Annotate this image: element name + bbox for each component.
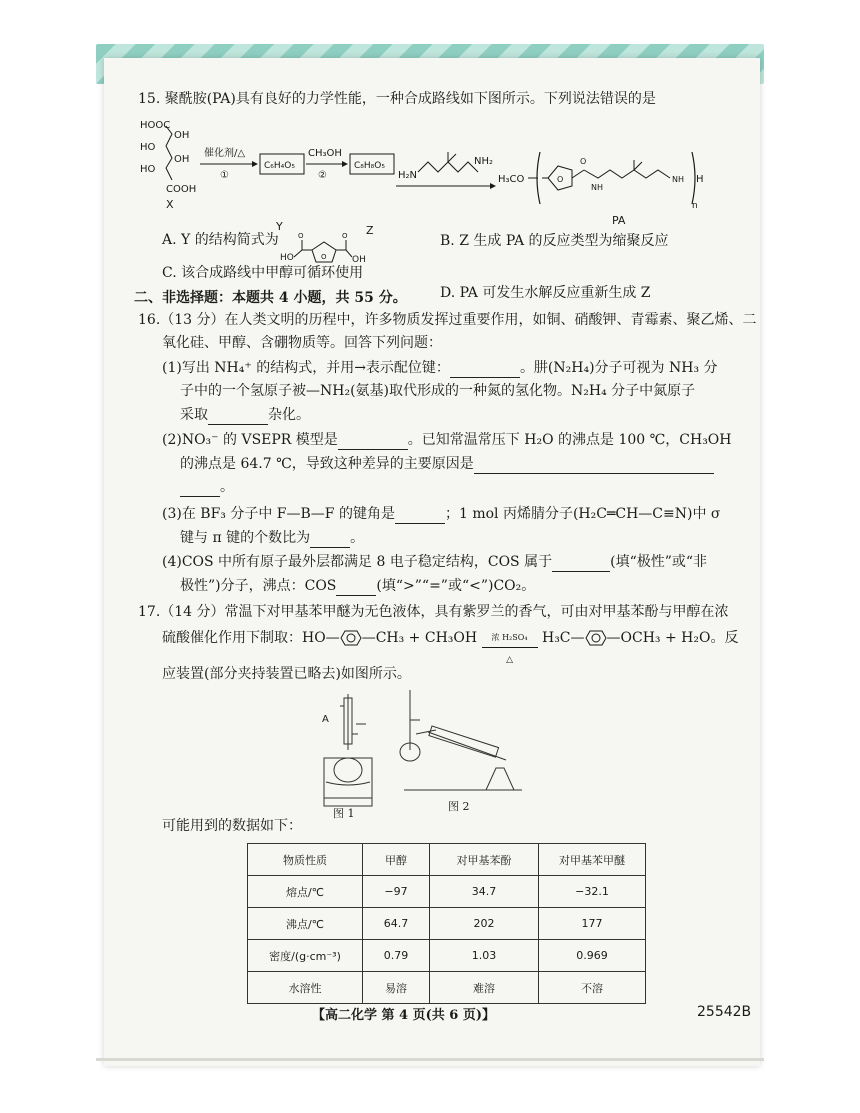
figure-1-reflux-apparatus <box>318 694 378 814</box>
pa-subscript-n: n <box>692 201 698 211</box>
svg-text:O: O <box>580 157 587 166</box>
q15-stem: 15. 聚酰胺(PA)具有良好的力学性能，一种合成路线如下图所示。下列说法错误的是 <box>138 91 656 107</box>
table-cell: 不溶 <box>539 972 646 1004</box>
exam-code: 25542B <box>697 1004 752 1020</box>
table-cell: 水溶性 <box>248 972 363 1004</box>
q15-option-d: D. PA 可发生水解反应重新生成 Z <box>440 285 651 301</box>
q15-option-b: B. Z 生成 PA 的反应类型为缩聚反应 <box>440 233 669 249</box>
table-header: 甲醇 <box>363 844 430 876</box>
svg-text:OH: OH <box>352 255 366 265</box>
answer-blank-4[interactable] <box>474 453 714 474</box>
svg-text:O: O <box>321 253 327 261</box>
step2-reagent: CH₃OH <box>308 148 342 159</box>
svg-text:O: O <box>298 232 304 240</box>
table-cell: 沸点/℃ <box>248 908 363 940</box>
q16-line-8: 。 <box>180 476 234 497</box>
table-header: 物质性质 <box>248 844 363 876</box>
x-group-1: HOOC <box>140 120 171 131</box>
q15-option-a: A. Y 的结构简式为 <box>162 232 279 248</box>
q15-synthesis-scheme <box>136 112 726 242</box>
answer-blank-7[interactable] <box>552 551 610 572</box>
q17-data-intro: 可能用到的数据如下： <box>162 818 302 834</box>
q15-option-c: C. 该合成路线中甲醇可循环使用 <box>162 265 364 281</box>
diamine-right: NH₂ <box>474 156 494 167</box>
x-group-6: COOH <box>166 184 197 195</box>
q16-line-1: 16.（13 分）在人类文明的历程中，许多物质发挥过重要作用，如铜、硝酸钾、青霉素、聚乙烯、二 <box>138 312 757 328</box>
q16-line-5: 采取 杂化。 <box>180 404 310 425</box>
svg-text:HO: HO <box>280 253 294 263</box>
table-cell: 34.7 <box>430 876 539 908</box>
step1-reagent: 催化剂/△ <box>204 148 246 159</box>
y-formula-box: C₆H₄O₅ <box>264 161 295 171</box>
q17-reaction-equation: 硫酸催化作用下制取：HO— —CH₃ + CH₃OH 浓 H₂SO₄ △ H₃C— —OCH₃ + H₂O。反 <box>162 630 739 665</box>
q16-line-9: (3)在 BF₃ 分子中 F—B—F 的键角是 ；1 mol 丙烯腈分子(H₂C═CH—C≡N)中 σ <box>162 503 720 524</box>
svg-text:NH: NH <box>672 175 684 184</box>
x-group-5: OH <box>174 154 190 165</box>
table-row <box>248 972 646 1004</box>
pa-label: PA <box>612 214 626 227</box>
figure-2-distillation-apparatus <box>396 690 526 800</box>
table-row <box>248 908 646 940</box>
table-cell: 难溶 <box>430 972 539 1004</box>
q16-line-11: (4)COS 中所有原子最外层都满足 8 电子稳定结构，COS 属于 (填“极性”或“非 <box>162 551 707 572</box>
table-cell: −32.1 <box>539 876 646 908</box>
step2-num: ② <box>318 170 327 181</box>
benzene-ring-icon <box>340 630 362 646</box>
table-header: 对甲基苯酚 <box>430 844 539 876</box>
x-group-2: HO <box>140 142 156 153</box>
pa-end-right: H <box>696 174 704 185</box>
y-label: Y <box>276 220 283 233</box>
answer-blank-3[interactable] <box>338 429 408 450</box>
x-label: X <box>166 198 174 211</box>
paper-edge <box>96 1058 764 1061</box>
benzene-ring-icon-2 <box>585 630 607 646</box>
table-cell: 1.03 <box>430 940 539 972</box>
diamine-left: H₂N <box>398 170 418 181</box>
answer-blank-2[interactable] <box>208 404 268 425</box>
q16-line-7: 的沸点是 64.7 ℃，导致这种差异的主要原因是 <box>180 453 714 474</box>
table-cell: 易溶 <box>363 972 430 1004</box>
answer-blank-1[interactable] <box>450 357 520 378</box>
table-header-row <box>248 844 646 876</box>
z-label: Z <box>366 224 374 237</box>
z-formula-box: C₈H₈O₅ <box>354 161 385 171</box>
q16-line-3: (1)写出 NH₄⁺ 的结构式，并用→表示配位键： 。肼(N₂H₄)分子可视为 NH₃ 分 <box>162 357 718 378</box>
x-group-4: OH <box>174 130 190 141</box>
page-footer: 【高二化学 第 4 页(共 6 页)】 <box>312 1008 496 1023</box>
figure-2-caption: 图 2 <box>448 800 470 813</box>
svg-text:A: A <box>322 714 329 725</box>
section-2-heading: 二、非选择题：本题共 4 小题，共 55 分。 <box>134 290 407 306</box>
svg-text:O: O <box>342 232 348 240</box>
q16-line-2: 氧化硅、甲醇、含硼物质等。回答下列问题： <box>162 335 442 351</box>
reaction-arrow: 浓 H₂SO₄ △ <box>482 638 538 648</box>
table-cell: 密度/(g·cm⁻³) <box>248 940 363 972</box>
table-header: 对甲基苯甲醚 <box>539 844 646 876</box>
table-cell: −97 <box>363 876 430 908</box>
q16-line-4: 子中的一个氢原子被—NH₂(氨基)取代形成的一种氮的氢化物。N₂H₄ 分子中氮原子 <box>180 383 696 399</box>
answer-blank-5[interactable] <box>395 503 445 524</box>
svg-text:NH: NH <box>591 183 603 192</box>
answer-blank-6[interactable] <box>310 527 350 548</box>
table-cell: 0.969 <box>539 940 646 972</box>
answer-blank-4b[interactable] <box>180 476 220 497</box>
table-cell: 64.7 <box>363 908 430 940</box>
q17-line-1: 17.（14 分）常温下对甲基苯甲醚为无色液体，具有紫罗兰的香气，可由对甲基苯酚与甲醇在浓 <box>138 604 729 620</box>
answer-blank-8[interactable] <box>336 575 376 596</box>
table-row <box>248 876 646 908</box>
q16-line-6: (2)NO₃⁻ 的 VSEPR 模型是 。已知常温常压下 H₂O 的沸点是 100 ℃，CH₃OH <box>162 429 732 450</box>
physical-properties-table <box>247 843 646 1004</box>
table-row <box>248 940 646 972</box>
table-cell: 177 <box>539 908 646 940</box>
pa-end-left: H₃CO <box>498 174 525 185</box>
svg-text:O: O <box>557 175 564 184</box>
q16-line-10: 键与 π 键的个数比为 。 <box>180 527 364 548</box>
table-cell: 0.79 <box>363 940 430 972</box>
x-group-3: HO <box>140 164 156 175</box>
step1-num: ① <box>220 170 229 181</box>
figure-1-caption: 图 1 <box>333 807 355 820</box>
q17-line-3: 应装置(部分夹持装置已略去)如图所示。 <box>162 666 411 682</box>
table-cell: 202 <box>430 908 539 940</box>
q16-line-12: 极性”)分子，沸点：COS (填“>”“=”或“<”)CO₂。 <box>180 575 535 596</box>
table-cell: 熔点/℃ <box>248 876 363 908</box>
